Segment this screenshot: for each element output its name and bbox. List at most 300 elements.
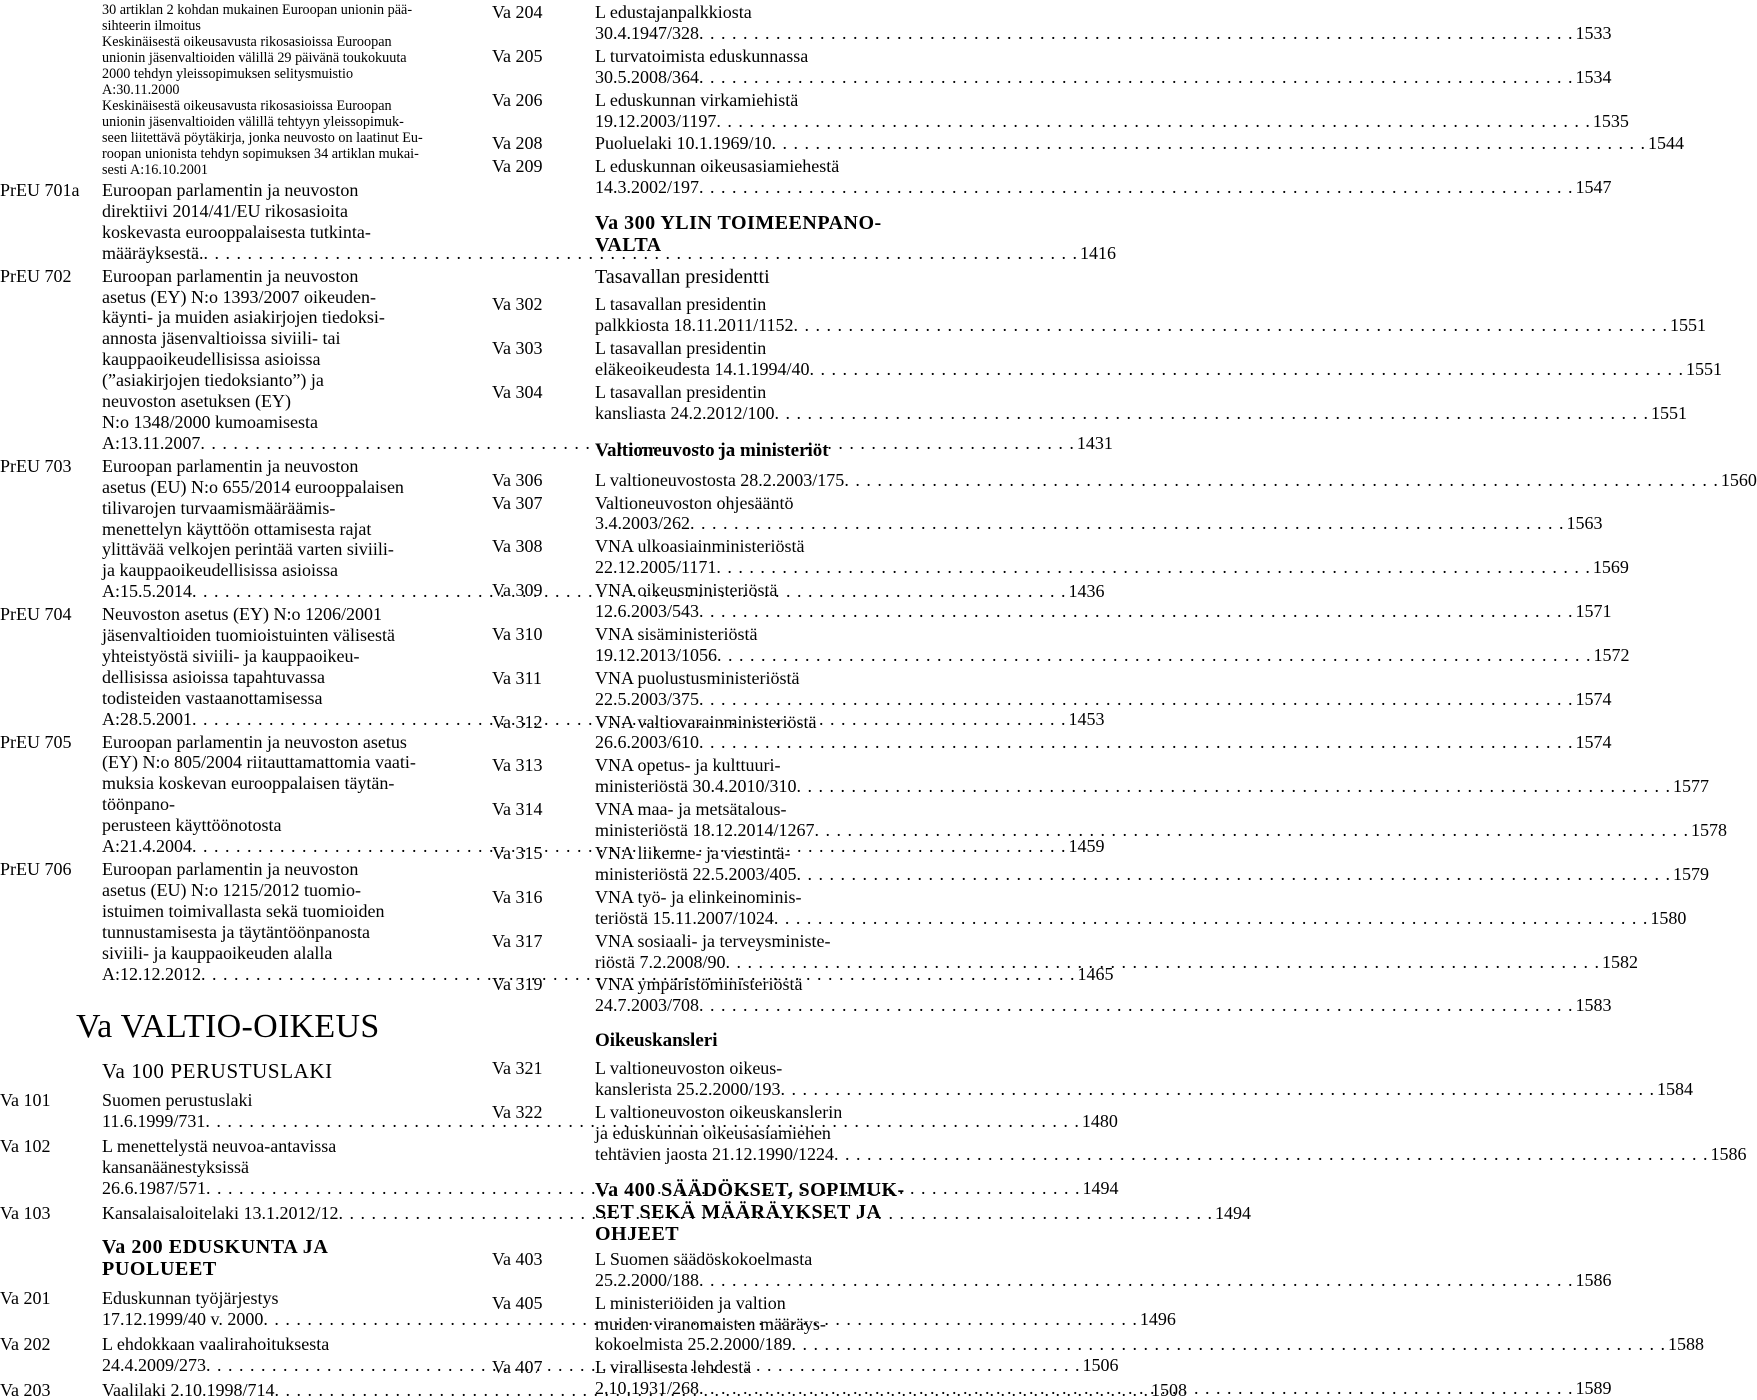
text-line: Keskinäisestä oikeusavusta rikosasioissa Euroopan (102, 34, 470, 50)
entry-code: Va 310 (492, 624, 595, 645)
index-entry (0, 1136, 470, 1199)
entry-title-line: neuvoston asetuksen (EY) (102, 391, 1113, 412)
entry-reference: 22.5.2003/375 (595, 689, 699, 710)
leader-dots (699, 67, 1574, 88)
entry-code: PrEU 702 (0, 266, 102, 287)
entry-title-line: VNA liikenne- ja viestintä- (595, 843, 1709, 864)
entry-reference-line (595, 1270, 1612, 1291)
leader-dots (797, 864, 1672, 885)
entry-code: PrEU 701a (0, 180, 102, 201)
entry-title-line: muiden viranomaisten määräys- (595, 1314, 1704, 1335)
page-number: 1580 (1648, 908, 1686, 929)
entry-list-government (492, 470, 960, 1017)
entry-code: Va 311 (492, 668, 595, 689)
text-line: 30 artiklan 2 kohdan mukainen Euroopan unionin pää- (102, 2, 470, 18)
index-entry (492, 712, 960, 754)
entry-title-line: Euroopan parlamentin ja neuvoston (102, 180, 1116, 201)
entry-code: Va 312 (492, 712, 595, 733)
text-line: unionin jäsenvaltioiden välillä 29 päivänä toukokuuta (102, 50, 470, 66)
page-number: 1578 (1689, 820, 1727, 841)
entry-reference: L valtioneuvostosta 28.2.2003/175 (595, 470, 844, 491)
entry-reference: 19.12.2003/1197 (595, 111, 716, 132)
entry-title-line: yhteistyöstä siviili- ja kauppaoikeu- (102, 646, 1105, 667)
page-number: 1589 (1574, 1378, 1612, 1399)
index-entry (0, 456, 470, 602)
leader-dots (834, 1144, 1709, 1165)
entry-code: Va 302 (492, 294, 595, 315)
page-number: 1496 (1138, 1309, 1176, 1330)
entry-title-line: asetus (EU) N:o 655/2014 eurooppalaisen (102, 477, 1105, 498)
entry-reference: ministeriöstä 18.12.2014/1267 (595, 820, 815, 841)
leader-dots (716, 557, 1591, 578)
index-entry (492, 974, 960, 1016)
entry-body (595, 470, 1757, 491)
entry-reference-line (595, 1144, 1746, 1165)
text-line: unionin jäsenvaltioiden välillä tehtyyn yleissopimuk- (102, 114, 470, 130)
entry-reference: kokoelmista 25.2.2000/189 (595, 1334, 792, 1355)
entry-reference-line (595, 995, 1612, 1016)
entry-title-line: L menettelystä neuvoa-antavissa (102, 1136, 1119, 1157)
entry-title-line: L ehdokkaan vaalirahoituksesta (102, 1334, 1119, 1355)
entry-code: Va 202 (0, 1334, 102, 1355)
entry-reference: 24.4.2009/273 (102, 1355, 206, 1376)
entry-reference-line (595, 776, 1709, 797)
entry-reference: riöstä 7.2.2008/90 (595, 952, 726, 973)
entry-code: Va 306 (492, 470, 595, 491)
page-number: 1577 (1671, 776, 1709, 797)
entry-code: Va 204 (492, 2, 595, 23)
entry-reference-line (595, 864, 1709, 885)
entry-reference: A:15.5.2014 (102, 581, 192, 602)
index-entry (0, 604, 470, 729)
entry-reference: 19.12.2013/1056 (595, 645, 717, 666)
entry-title-line: istuimen toimivallasta sekä tuomioiden (102, 901, 1114, 922)
entry-code: Va 315 (492, 843, 595, 864)
entry-reference: palkkiosta 18.11.2011/1152 (595, 315, 793, 336)
entry-title-line: töönpano- (102, 794, 1105, 815)
entry-reference-line (595, 359, 1722, 380)
entry-title-line: asetus (EY) N:o 1393/2007 oikeuden- (102, 287, 1113, 308)
index-entry (492, 46, 960, 88)
index-entry (492, 470, 960, 491)
entry-code: Va 313 (492, 755, 595, 776)
entry-body (595, 382, 1687, 424)
entry-body (595, 755, 1709, 797)
entry-code: PrEU 705 (0, 732, 102, 753)
entry-reference-line (595, 732, 1612, 753)
page-number: 1582 (1600, 952, 1638, 973)
index-entry (492, 294, 960, 336)
entry-reference-line (595, 1079, 1693, 1100)
leader-dots (809, 359, 1684, 380)
entry-title-line: VNA oikeusministeriöstä (595, 580, 1612, 601)
entry-reference: 26.6.1987/571 (102, 1178, 206, 1199)
entry-body (595, 1102, 1746, 1165)
entry-reference: 14.3.2002/197 (595, 177, 699, 198)
entry-reference: 25.2.2000/188 (595, 1270, 699, 1291)
section-title-400: Va 400 SÄÄDÖKSET, SOPIMUK- SET SEKÄ MÄÄRÄYKSET JA OHJEET (595, 1179, 960, 1245)
index-entry (0, 1090, 470, 1132)
leader-dots (699, 177, 1574, 198)
index-entry (492, 2, 960, 44)
entry-reference-line (595, 689, 1612, 710)
entry-reference: A:12.12.2012 (102, 964, 201, 985)
page-number: 1563 (1565, 513, 1603, 534)
entry-reference-line (595, 470, 1757, 491)
index-entry (0, 1380, 470, 1400)
entry-body (595, 1249, 1612, 1291)
page-number: 1506 (1081, 1355, 1119, 1376)
index-entry (492, 668, 960, 710)
entry-reference: 12.6.2003/543 (595, 601, 699, 622)
entry-reference-line (595, 23, 1612, 44)
entry-reference-line (595, 1334, 1704, 1355)
entry-body (595, 1293, 1704, 1356)
leader-dots (780, 1079, 1655, 1100)
entry-title-line: ylittävää velkojen perintää varten siviili- (102, 539, 1105, 560)
page-number: 1583 (1574, 995, 1612, 1016)
index-entry (492, 1249, 960, 1291)
entry-title-line: L tasavallan presidentin (595, 382, 1687, 403)
leader-dots (844, 470, 1719, 491)
entry-body (595, 1058, 1693, 1100)
index-entry (492, 536, 960, 578)
entry-reference-line (595, 67, 1612, 88)
entry-title-line: VNA ympäristöministeriöstä (595, 974, 1612, 995)
leader-dots (793, 315, 1668, 336)
page-number: 1494 (1081, 1178, 1119, 1199)
page-number: 1453 (1067, 709, 1105, 730)
entry-reference-line (595, 1378, 1612, 1399)
page-number: 1579 (1671, 864, 1709, 885)
entry-title-line: kauppaoikeudellisissa asioissa (102, 349, 1113, 370)
entry-title-line: VNA sosiaali- ja terveysministe- (595, 931, 1638, 952)
entry-reference: 24.7.2003/708 (595, 995, 699, 1016)
entry-code: Va 319 (492, 974, 595, 995)
leader-dots (699, 1378, 1574, 1399)
page-number: 1436 (1067, 581, 1105, 602)
entry-title-line: L eduskunnan oikeusasiamiehestä (595, 156, 1612, 177)
subheading-government: Valtioneuvosto ja ministeriöt (595, 440, 960, 462)
leader-dots (815, 820, 1690, 841)
entry-body (595, 338, 1722, 380)
entry-code: Va 208 (492, 133, 595, 154)
index-entry (492, 580, 960, 622)
entry-title-line: käynti- ja muiden asiakirjojen tiedoksi- (102, 307, 1113, 328)
entry-title-line: L valtioneuvoston oikeus- (595, 1058, 1693, 1079)
page-number: 1494 (1213, 1203, 1251, 1224)
text-line: sesti A:16.10.2001 (102, 162, 470, 178)
entry-title-line: tilivarojen turvaamismääräämis- (102, 498, 1105, 519)
entry-title-line: L turvatoimista eduskunnassa (595, 46, 1612, 67)
entry-title-line: todisteiden vastaanottamisessa (102, 688, 1105, 709)
entry-list-chancellor (492, 1058, 960, 1165)
index-entry (492, 843, 960, 885)
text-line: roopan unionista tehdyn sopimuksen 34 artiklan mukai- (102, 146, 470, 162)
entry-reference-line (595, 908, 1686, 929)
page-number: 1416 (1078, 243, 1116, 264)
section-title-300: Va 300 YLIN TOIMEENPANO- VALTA (595, 212, 960, 256)
page-number: 1569 (1591, 557, 1629, 578)
index-entry (0, 859, 470, 984)
entry-body (595, 493, 1603, 535)
entry-reference: teriöstä 15.11.2007/1024 (595, 908, 774, 929)
text-line: 2000 tehdyn yleissopimuksen selitysmuistio (102, 66, 470, 82)
entry-reference: kansliasta 24.2.2012/100 (595, 403, 774, 424)
entry-title-line: Suomen perustuslaki (102, 1090, 1118, 1111)
entry-title-line: VNA puolustusministeriöstä (595, 668, 1612, 689)
page-number: 1584 (1655, 1079, 1693, 1100)
entry-title-line: Euroopan parlamentin ja neuvoston (102, 456, 1105, 477)
page-number: 1535 (1591, 111, 1629, 132)
entry-body (595, 799, 1727, 841)
entry-body (595, 887, 1686, 929)
entry-title-line: asetus (EU) N:o 1215/2012 tuomio- (102, 880, 1114, 901)
subheading-chancellor: Oikeuskansleri (595, 1030, 960, 1052)
entry-body (595, 2, 1612, 44)
entry-code: Va 307 (492, 493, 595, 514)
entry-code: Va 317 (492, 931, 595, 952)
entry-body (595, 156, 1612, 198)
page-number: 1572 (1592, 645, 1630, 666)
entry-code: Va 322 (492, 1102, 595, 1123)
text-line: seen liitettävä pöytäkirja, jonka neuvosto on laatinut Eu- (102, 130, 470, 146)
index-entry (492, 133, 960, 154)
index-entry (492, 338, 960, 380)
entry-reference: A:13.11.2007 (102, 433, 200, 454)
page-number: 1480 (1080, 1111, 1118, 1132)
entry-title-line: (EY) N:o 805/2004 riitauttamattomia vaati- (102, 752, 1105, 773)
entry-list-400 (492, 1249, 960, 1399)
entry-reference-line (595, 952, 1638, 973)
entry-code: Va 304 (492, 382, 595, 403)
entry-title-line: perusteen käyttöönotosta (102, 815, 1105, 836)
entry-body (595, 46, 1612, 88)
leader-dots (699, 732, 1574, 753)
leader-dots (699, 601, 1574, 622)
entry-body (595, 624, 1630, 666)
entry-title-line: VNA sisäministeriöstä (595, 624, 1630, 645)
entry-code: Va 205 (492, 46, 595, 67)
entry-reference-line (595, 601, 1612, 622)
entry-code: Va 201 (0, 1288, 102, 1309)
entry-reference: 3.4.2003/262 (595, 513, 690, 534)
entry-reference: A:21.4.2004 (102, 836, 192, 857)
entry-title-line: Euroopan parlamentin ja neuvoston (102, 266, 1113, 287)
page-number: 1574 (1574, 689, 1612, 710)
text-line: Keskinäisestä oikeusavusta rikosasioissa Euroopan (102, 98, 470, 114)
page-number: 1544 (1646, 133, 1684, 154)
index-entry (0, 1203, 470, 1224)
entry-list-200-cont (492, 2, 960, 198)
entry-title-line: tunnustamisesta ja täytäntöönpanosta (102, 922, 1114, 943)
leader-dots (717, 645, 1592, 666)
entry-title-line: direktiivi 2014/41/EU rikosasioita (102, 201, 1116, 222)
entry-code: Va 321 (492, 1058, 595, 1079)
leader-dots (716, 111, 1591, 132)
entry-code: Va 316 (492, 887, 595, 908)
entry-reference-line (595, 820, 1727, 841)
entry-title-line: L virallisesta lehdestä (595, 1357, 1612, 1378)
index-entry (492, 931, 960, 973)
entry-code: Va 209 (492, 156, 595, 177)
page-number: 1574 (1574, 732, 1612, 753)
entry-reference-line (595, 403, 1687, 424)
entry-reference: ministeriöstä 22.5.2003/405 (595, 864, 797, 885)
entry-reference: Vaalilaki 2.10.1998/714 (102, 1380, 274, 1400)
text-line: sihteerin ilmoitus (102, 18, 470, 34)
entry-list-president (492, 294, 960, 423)
leader-dots (774, 403, 1649, 424)
entry-title-line: ja eduskunnan oikeusasiamiehen (595, 1123, 1746, 1144)
chapter-title: Va VALTIO-OIKEUS (76, 1008, 470, 1046)
leader-dots (797, 776, 1672, 797)
index-entry (492, 1293, 960, 1356)
index-entry (0, 732, 470, 857)
entry-title-line: Euroopan parlamentin ja neuvoston (102, 859, 1114, 880)
entry-title-line: muksia koskevan eurooppalaisen täytän- (102, 773, 1105, 794)
entry-body (595, 580, 1612, 622)
entry-code: Va 203 (0, 1380, 102, 1400)
entry-code: Va 102 (0, 1136, 102, 1157)
entry-code: Va 407 (492, 1357, 595, 1378)
entry-body (595, 1357, 1612, 1399)
index-entry (492, 624, 960, 666)
entry-code: Va 103 (0, 1203, 102, 1224)
index-entry (492, 156, 960, 198)
entry-reference: 30.4.1947/328 (595, 23, 699, 44)
entry-body (595, 843, 1709, 885)
entry-reference-line (595, 557, 1629, 578)
index-entry (492, 799, 960, 841)
entry-code: PrEU 706 (0, 859, 102, 880)
entry-title-line: L edustajanpalkkiosta (595, 2, 1612, 23)
page-number: 1533 (1574, 23, 1612, 44)
entry-reference: eläkeoikeudesta 14.1.1994/40 (595, 359, 809, 380)
entry-title-line: VNA valtiovarainministeriöstä (595, 712, 1612, 733)
continuation-text (102, 0, 470, 178)
entry-title-line: Eduskunnan työjärjestys (102, 1288, 1176, 1309)
text-line: A:30.11.2000 (102, 82, 470, 98)
index-entry (492, 1357, 960, 1399)
entry-code: Va 308 (492, 536, 595, 557)
entry-code: PrEU 703 (0, 456, 102, 477)
preu-entry-list (0, 180, 470, 984)
entry-reference-line (595, 133, 1684, 154)
entry-title-line: L ministeriöiden ja valtion (595, 1293, 1704, 1314)
page-number: 1586 (1708, 1144, 1746, 1165)
page-number: 1508 (1149, 1380, 1187, 1400)
index-entry (492, 755, 960, 797)
leader-dots (699, 689, 1574, 710)
index-entry (0, 180, 470, 264)
page-number: 1571 (1574, 601, 1612, 622)
entry-code: Va 101 (0, 1090, 102, 1111)
entry-title-line: L eduskunnan virkamiehistä (595, 90, 1629, 111)
index-entry (0, 1334, 470, 1376)
entry-title-line: menettelyn käyttöön ottamisesta rajat (102, 519, 1105, 540)
entry-title-line: annosta jäsenvaltioissa siviili- tai (102, 328, 1113, 349)
entry-reference: 26.6.2003/610 (595, 732, 699, 753)
leader-dots (772, 133, 1647, 154)
entry-body (595, 712, 1612, 754)
entry-code: Va 309 (492, 580, 595, 601)
subheading-president: Tasavallan presidentti (595, 266, 960, 288)
entry-reference-line (595, 645, 1630, 666)
entry-title-line: L Suomen säädöskokoelmasta (595, 1249, 1612, 1270)
leader-dots (774, 908, 1649, 929)
entry-title-line: dellisissa asioissa tapahtuvassa (102, 667, 1105, 688)
entry-code: Va 314 (492, 799, 595, 820)
entry-title-line: L tasavallan presidentin (595, 294, 1706, 315)
page-number: 1560 (1719, 470, 1757, 491)
index-entry (492, 1102, 960, 1165)
entry-reference-line (595, 111, 1629, 132)
entry-title-line: Valtioneuvoston ohjesääntö (595, 493, 1603, 514)
entry-title-line: L tasavallan presidentin (595, 338, 1722, 359)
page-number: 1551 (1668, 315, 1706, 336)
leader-dots (792, 1334, 1667, 1355)
entry-title-line: VNA opetus- ja kulttuuri- (595, 755, 1709, 776)
index-entry (492, 90, 960, 132)
entry-body (595, 536, 1629, 578)
entry-reference: ministeriöstä 30.4.2010/310 (595, 776, 797, 797)
entry-reference: 2.10.1931/268 (595, 1378, 699, 1399)
section-title-200: Va 200 EDUSKUNTA JA PUOLUEET (102, 1236, 470, 1280)
page-number: 1534 (1574, 67, 1612, 88)
entry-reference: Puoluelaki 10.1.1969/10 (595, 133, 772, 154)
index-entry (492, 382, 960, 424)
leader-dots (726, 952, 1601, 973)
left-column (0, 0, 470, 1400)
entry-list-200 (0, 1288, 470, 1400)
entry-reference: A:28.5.2001 (102, 709, 192, 730)
entry-code: PrEU 704 (0, 604, 102, 625)
index-entry (492, 493, 960, 535)
entry-body (595, 90, 1629, 132)
index-entry (0, 1288, 470, 1330)
entry-reference: Kansalaisaloitelaki 13.1.2012/12 (102, 1203, 338, 1224)
page-number: 1551 (1649, 403, 1687, 424)
entry-title-line: VNA maa- ja metsätalous- (595, 799, 1727, 820)
entry-reference: 22.12.2005/1171 (595, 557, 716, 578)
entry-reference-line (595, 513, 1603, 534)
entry-body (595, 974, 1612, 1016)
entry-reference: määräyksestä. (102, 243, 203, 264)
page-number: 1551 (1684, 359, 1722, 380)
entry-reference: tehtävien jaosta 21.12.1990/1224 (595, 1144, 834, 1165)
entry-title-line: VNA ulkoasiainministeriöstä (595, 536, 1629, 557)
entry-reference: 30.5.2008/364 (595, 67, 699, 88)
entry-reference: 17.12.1999/40 v. 2000 (102, 1309, 263, 1330)
index-entry (0, 266, 470, 454)
entry-body (595, 668, 1612, 710)
entry-title-line: VNA työ- ja elinkeinominis- (595, 887, 1686, 908)
leader-dots (699, 1270, 1574, 1291)
index-entry (492, 1058, 960, 1100)
leader-dots (690, 513, 1565, 534)
entry-title-line: kansanäänestyksissä (102, 1157, 1119, 1178)
entry-title-line: L valtioneuvoston oikeuskanslerin (595, 1102, 1746, 1123)
entry-code: Va 405 (492, 1293, 595, 1314)
entry-title-line: (”asiakirjojen tiedoksianto”) ja (102, 370, 1113, 391)
entry-reference-line (595, 177, 1612, 198)
entry-title-line: Neuvoston asetus (EY) N:o 1206/2001 (102, 604, 1105, 625)
entry-code: Va 206 (492, 90, 595, 111)
entry-title-line: Euroopan parlamentin ja neuvoston asetus (102, 732, 1105, 753)
entry-title-line: jäsenvaltioiden tuomioistuinten välisestä (102, 625, 1105, 646)
entry-title-line: koskevasta eurooppalaisesta tutkinta- (102, 222, 1116, 243)
